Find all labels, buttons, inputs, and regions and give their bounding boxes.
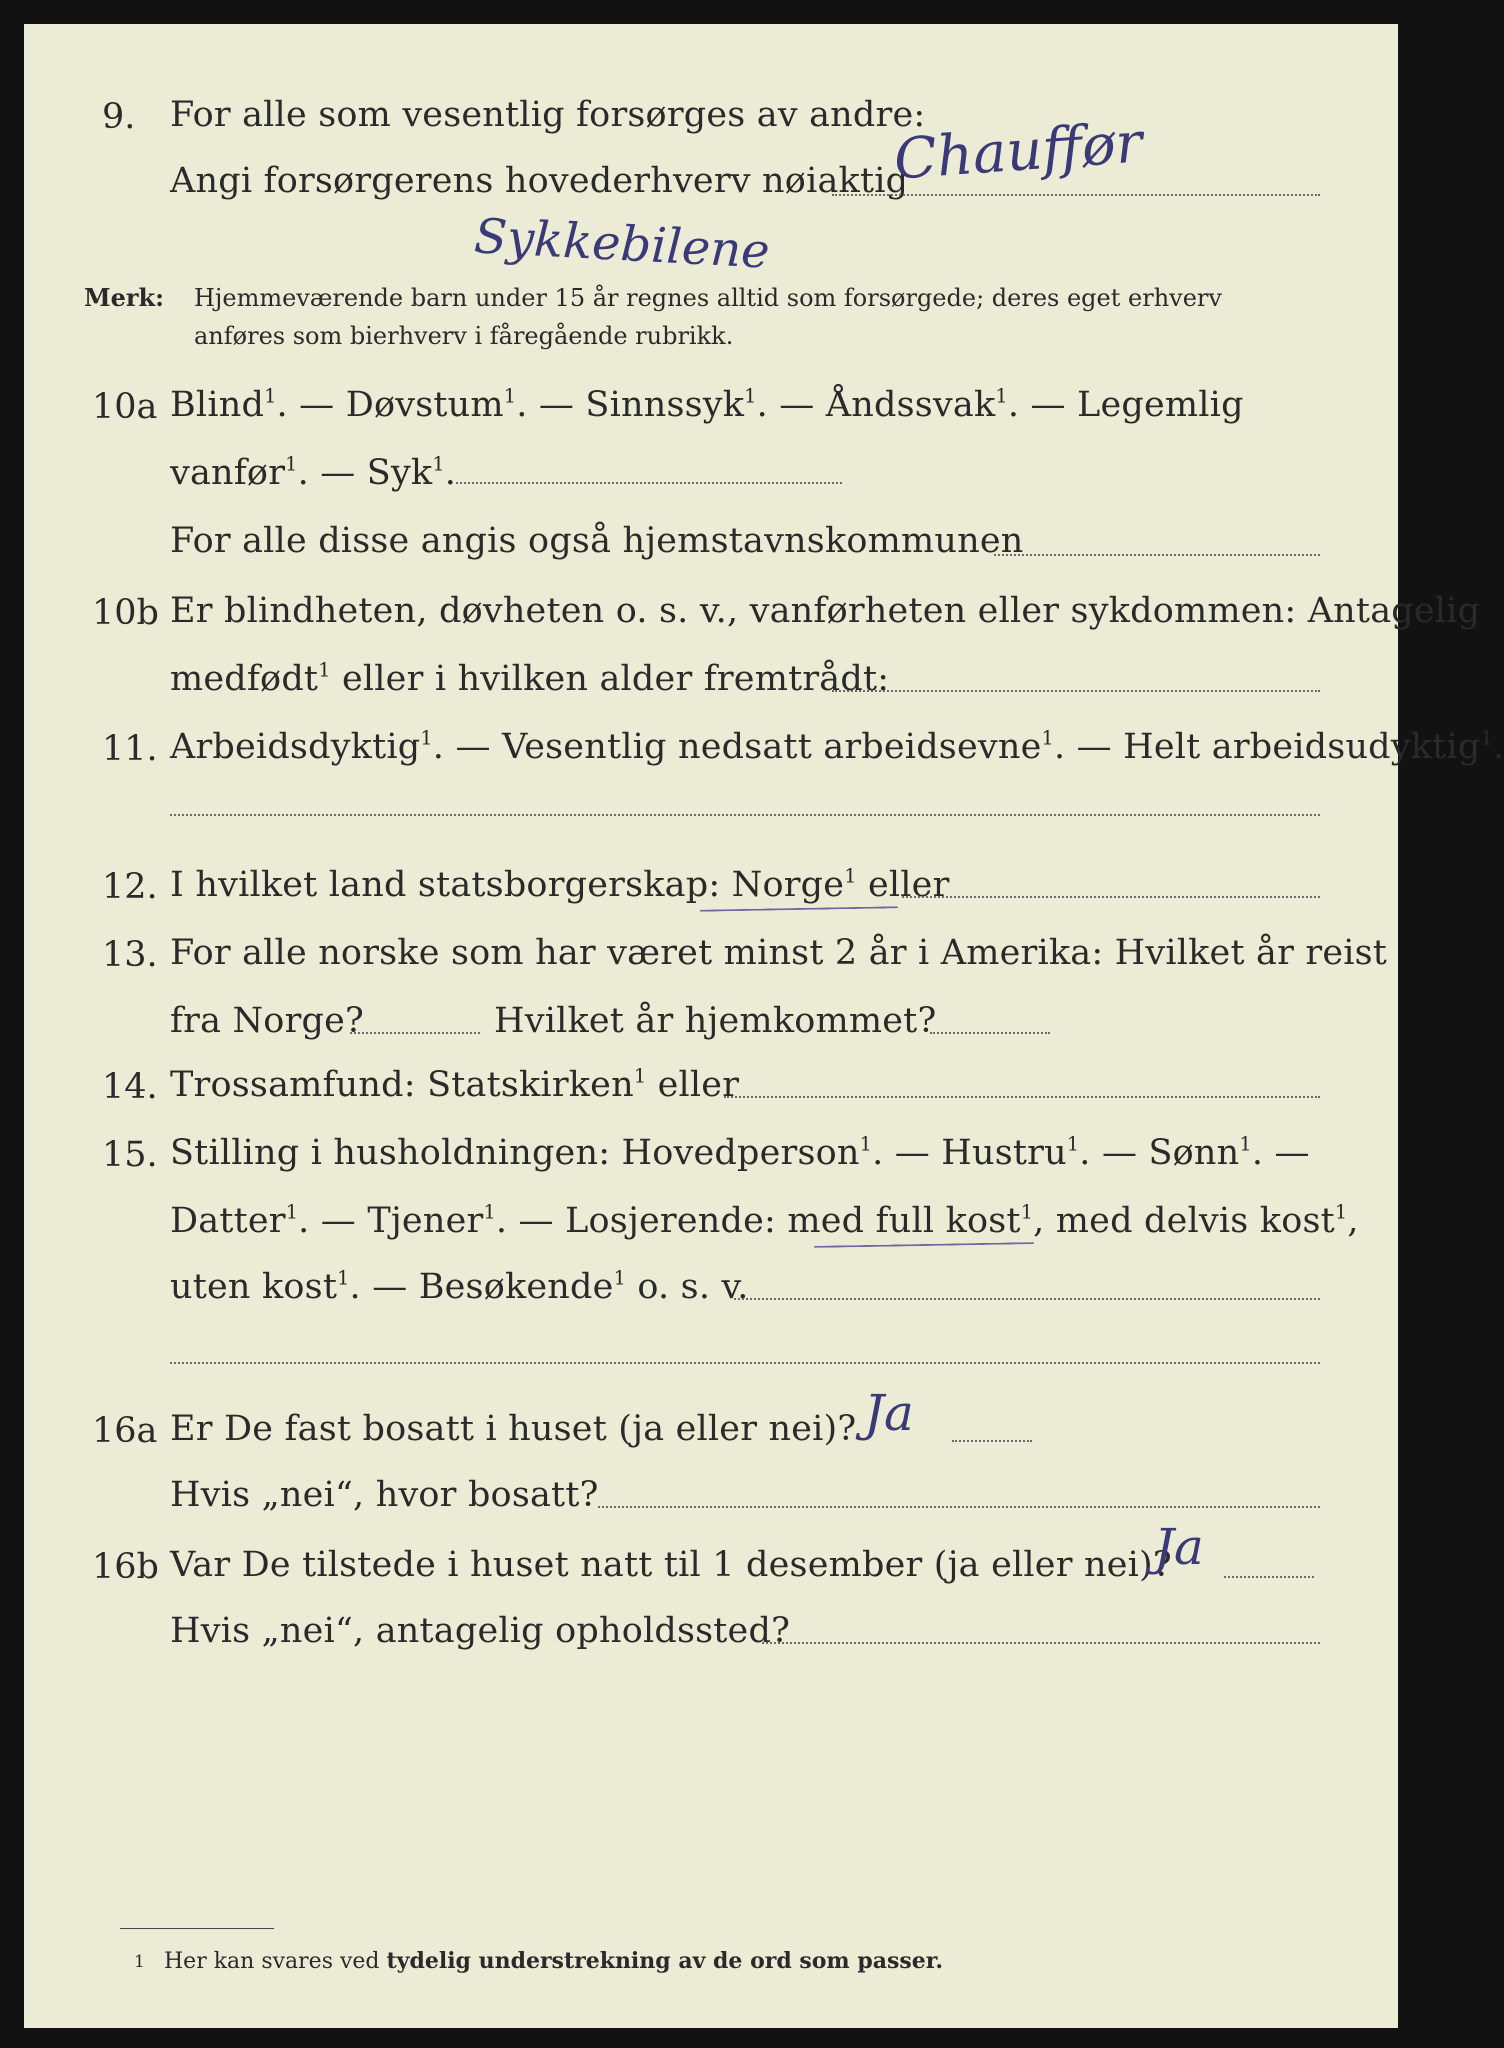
census-form-page bbox=[24, 24, 1504, 2028]
q9-handwritten-occupation: Chauffør bbox=[892, 110, 1145, 193]
q15-answer-line bbox=[734, 1298, 1320, 1300]
footnote-mark: 1 bbox=[134, 1952, 145, 1972]
q15-line2: Datter$^1$. — Tjener$^1$. — Losjerende: med full kost$^1$, med delvis kost$^1$, bbox=[170, 1200, 1359, 1241]
q15-full-board-underline bbox=[814, 1242, 1034, 1248]
q13-departure-year-line bbox=[350, 1032, 480, 1034]
q14-line: Trossamfund: Statskirken$^1$ eller bbox=[170, 1064, 740, 1105]
q12-number: 12. bbox=[102, 867, 158, 907]
q9-answer-line bbox=[832, 194, 1320, 196]
q10a-number: 10a bbox=[92, 387, 158, 427]
q11-answer-line bbox=[170, 814, 1320, 816]
q16b-location-line bbox=[762, 1642, 1320, 1644]
q16a-line1: Er De fast bosatt i huset (ja eller nei)? bbox=[170, 1409, 857, 1449]
q16b-handwritten-answer: Ja bbox=[1154, 1518, 1204, 1576]
q13-line1: For alle norske som har været minst 2 år i Amerika: Hvilket år reist bbox=[170, 933, 1388, 973]
q10a-home-municipality-line bbox=[994, 554, 1320, 556]
q10a-line3: For alle disse angis også hjemstavnskommunen bbox=[170, 521, 1024, 561]
q9-question-line1: For alle som vesentlig forsørges av andre: bbox=[170, 95, 926, 135]
q16a-answer-line bbox=[952, 1440, 1032, 1442]
q13-line2a: fra Norge? bbox=[170, 1001, 364, 1041]
q13-return-year-line bbox=[930, 1032, 1050, 1034]
q13-line2b: Hvilket år hjemkommet? bbox=[494, 1001, 937, 1041]
merk-line2: anføres som bierhverv i fåregående rubrikk. bbox=[194, 322, 734, 350]
q9-number: 9. bbox=[102, 97, 136, 137]
q9-question-line2: Angi forsørgerens hovederhverv nøiaktig bbox=[170, 161, 909, 201]
q15-answer-line2 bbox=[170, 1362, 1320, 1364]
q16a-number: 16a bbox=[92, 1411, 158, 1451]
footnote-text: Her kan svares ved tydelig understrekning av de ord som passer. bbox=[164, 1948, 944, 1974]
q15-number: 15. bbox=[102, 1135, 158, 1175]
q16b-line1: Var De tilstede i huset natt til 1 desember (ja eller nei)? bbox=[170, 1545, 1172, 1585]
merk-label: Merk: bbox=[84, 283, 164, 312]
q9-handwritten-employer: Sykkebilene bbox=[472, 208, 771, 280]
q10a-line2: vanfør$^1$. — Syk$^1$. bbox=[170, 452, 457, 493]
q10b-answer-line bbox=[832, 690, 1320, 692]
q12-answer-line bbox=[902, 896, 1320, 898]
q12-norge-underline bbox=[700, 906, 898, 911]
q12-line: I hvilket land statsborgerskap: Norge$^1$ eller bbox=[170, 864, 950, 905]
q16b-number: 16b bbox=[92, 1547, 159, 1587]
q15-line1: Stilling i husholdningen: Hovedperson$^1$. — Hustru$^1$. — Sønn$^1$. — bbox=[170, 1132, 1310, 1173]
q15-line3: uten kost$^1$. — Besøkende$^1$ o. s. v. bbox=[170, 1266, 749, 1307]
q16a-line2: Hvis „nei“, hvor bosatt? bbox=[170, 1475, 599, 1515]
q14-answer-line bbox=[724, 1096, 1320, 1098]
q10a-blind: Blind bbox=[170, 385, 265, 425]
q11-line: Arbeidsdyktig$^1$. — Vesentlig nedsatt arbeidsevne$^1$. — Helt arbeidsudyktig$^1$. bbox=[170, 726, 1504, 767]
q10b-line2: medfødt$^1$ eller i hvilken alder fremtrådt: bbox=[170, 658, 890, 699]
q10a-sick-answer-line bbox=[456, 482, 842, 484]
footnote-rule bbox=[120, 1928, 274, 1929]
q10a-line1: Blind$^1$. — Døvstum$^1$. — Sinnssyk$^1$. — Åndssvak$^1$. — Legemlig bbox=[170, 384, 1244, 425]
q10b-line1: Er blindheten, døvheten o. s. v., vanførheten eller sykdommen: Antagelig bbox=[170, 591, 1481, 631]
q10b-number: 10b bbox=[92, 593, 159, 633]
q16a-address-line bbox=[598, 1506, 1320, 1508]
q14-number: 14. bbox=[102, 1067, 158, 1107]
q11-number: 11. bbox=[102, 729, 158, 769]
merk-line1: Hjemmeværende barn under 15 år regnes alltid som forsørgede; deres eget erhverv bbox=[194, 284, 1222, 312]
q16a-handwritten-answer: Ja bbox=[864, 1384, 914, 1442]
q16b-line2: Hvis „nei“, antagelig opholdssted? bbox=[170, 1611, 791, 1651]
q16b-answer-line bbox=[1224, 1576, 1314, 1578]
q13-number: 13. bbox=[102, 935, 158, 975]
